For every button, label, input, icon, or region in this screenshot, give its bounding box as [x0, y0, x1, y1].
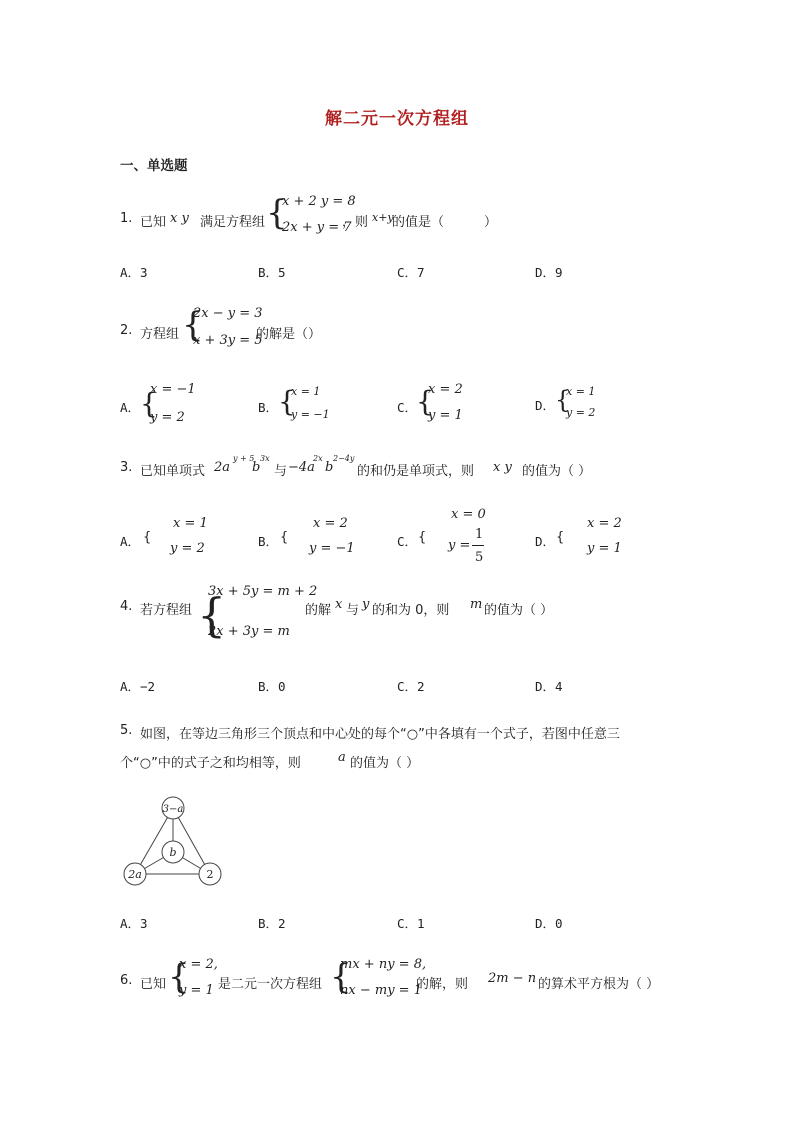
variable-y: y — [362, 597, 370, 612]
question-text: 满足方程组 — [200, 215, 266, 230]
equation: 2x + 3y = m — [208, 624, 290, 639]
term-2-b-exponent: 2−4y — [333, 454, 355, 463]
question-text: 的值是（ — [392, 215, 445, 230]
question-text: 是二元一次方程组 — [218, 977, 323, 992]
question-text: 如图，在等边三角形三个顶点和中心处的每个“○”中各填有一个式子，若图中任意三 — [140, 727, 620, 742]
node-top-label: 3−a — [162, 804, 184, 815]
brace: { — [556, 530, 565, 545]
option-b-x: x = 2 — [313, 516, 348, 531]
fraction-bar — [472, 545, 484, 546]
brace: { — [197, 588, 227, 642]
equation: 3x + 5y = m + 2 — [208, 584, 318, 599]
option-d[interactable]: D． — [535, 534, 556, 549]
variable-a: a — [338, 750, 346, 765]
brace: { — [143, 530, 152, 545]
option-a[interactable]: A．3 — [120, 916, 148, 931]
node-right-label: 2 — [206, 868, 214, 881]
question-text: 的解是（） — [256, 327, 322, 342]
term-1-exponent: y + 5 — [233, 454, 255, 463]
option-a[interactable]: A．−2 — [120, 679, 156, 694]
question-text: 方程组 — [140, 327, 180, 342]
option-d-x: x = 2 — [587, 516, 622, 531]
question-number: 4. — [120, 599, 133, 614]
brace: { — [418, 530, 427, 545]
option-c-x: x = 0 — [451, 507, 486, 522]
option-d[interactable]: D．9 — [535, 265, 563, 280]
option-b-y: y = −1 — [309, 541, 355, 556]
option-c[interactable]: C． — [397, 400, 418, 415]
equation: x + 3y = 5 — [193, 333, 263, 348]
option-d[interactable]: D．4 — [535, 679, 563, 694]
option-a-x: x = 1 — [173, 516, 208, 531]
option-d-y: y = 1 — [587, 541, 622, 556]
variables: x y — [493, 460, 512, 475]
expression: x+y — [372, 211, 394, 224]
page-title: 解二元一次方程组 — [325, 109, 469, 129]
question-text: 的和为 0，则 — [372, 603, 450, 618]
option-b[interactable]: B．5 — [258, 265, 286, 280]
option-d-y: y = 2 — [566, 406, 596, 419]
equation: y = 1 — [179, 983, 214, 998]
question-text: 与 — [274, 464, 288, 479]
option-c[interactable]: C．2 — [397, 679, 425, 694]
term-1-b-exponent: 3x — [260, 454, 270, 463]
question-text: 与 — [346, 603, 360, 618]
option-b[interactable]: B． — [258, 400, 279, 415]
fraction-numerator: 1 — [475, 527, 484, 542]
option-b-x: x = 1 — [291, 385, 321, 398]
term-1: 2a — [214, 460, 231, 475]
question-text: ） — [484, 215, 498, 230]
option-b[interactable]: B．2 — [258, 916, 286, 931]
equation: 2x − y = 3 — [193, 306, 263, 321]
question-number: 6. — [120, 973, 133, 988]
equation: x = 2, — [179, 957, 218, 972]
option-b[interactable]: B．0 — [258, 679, 286, 694]
brace: { — [416, 385, 434, 418]
question-text: 的值为（ ） — [484, 603, 554, 618]
question-number: 5. — [120, 723, 133, 738]
question-number: 2. — [120, 323, 133, 338]
question-text: 若方程组 — [140, 603, 193, 618]
term-1-b: b — [252, 460, 261, 475]
brace: { — [266, 193, 288, 233]
brace: { — [280, 530, 289, 545]
equation: x + 2 y = 8 — [282, 194, 356, 209]
option-d[interactable]: D．0 — [535, 916, 563, 931]
option-c-y: y = — [448, 538, 471, 553]
equation: 2x + y = 7 — [282, 220, 352, 235]
node-left-label: 2a — [128, 868, 142, 881]
term-2: −4a — [288, 460, 315, 475]
term-2-b: b — [325, 460, 334, 475]
option-c[interactable]: C．7 — [397, 265, 425, 280]
question-text: 的值为（ ） — [522, 464, 592, 479]
option-a-x: x = −1 — [150, 382, 196, 397]
question-text: 个“○”中的式子之和均相等，则 — [120, 756, 301, 771]
question-text: ，则 — [342, 215, 369, 230]
brace: { — [140, 387, 158, 420]
brace: { — [278, 385, 296, 418]
question-text: 已知 — [140, 215, 167, 230]
expression: 2m − n — [488, 971, 537, 986]
question-text: 的值为（ ） — [350, 756, 420, 771]
option-a[interactable]: A． — [120, 400, 141, 415]
triangle-diagram — [118, 796, 228, 888]
option-a[interactable]: A． — [120, 534, 141, 549]
brace: { — [330, 957, 352, 997]
option-b-y: y = −1 — [291, 408, 330, 421]
option-a-y: y = 2 — [170, 541, 205, 556]
option-c[interactable]: C． — [397, 534, 418, 549]
option-c-x: x = 2 — [428, 382, 463, 397]
option-d[interactable]: D． — [535, 398, 556, 413]
brace: { — [168, 957, 190, 997]
question-text: 的解 — [305, 603, 332, 618]
fraction-denominator: 5 — [475, 550, 484, 565]
option-a[interactable]: A．3 — [120, 265, 148, 280]
variable-x: x — [335, 597, 343, 612]
brace: { — [182, 305, 204, 345]
option-c[interactable]: C．1 — [397, 916, 425, 931]
question-number: 3. — [120, 460, 133, 475]
section-heading: 一、单选题 — [120, 158, 188, 174]
variables: x y — [170, 211, 189, 226]
equation: nx − my = 1 — [340, 983, 422, 998]
node-center-label: b — [169, 846, 177, 859]
question-text: 的算术平方根为（ ） — [538, 977, 660, 992]
term-2-exponent: 2x — [313, 454, 323, 463]
question-text: 已知 — [140, 977, 167, 992]
option-d-x: x = 1 — [566, 385, 596, 398]
option-c-y: y = 1 — [428, 408, 463, 423]
brace: { — [555, 386, 571, 414]
equation: mx + ny = 8, — [340, 957, 427, 972]
question-number: 1. — [120, 211, 133, 226]
variable-m: m — [470, 597, 483, 612]
question-text: 的解，则 — [416, 977, 469, 992]
question-text: 的和仍是单项式，则 — [357, 464, 475, 479]
question-text: 已知单项式 — [140, 464, 206, 479]
option-a-y: y = 2 — [150, 410, 185, 425]
option-b[interactable]: B． — [258, 534, 279, 549]
